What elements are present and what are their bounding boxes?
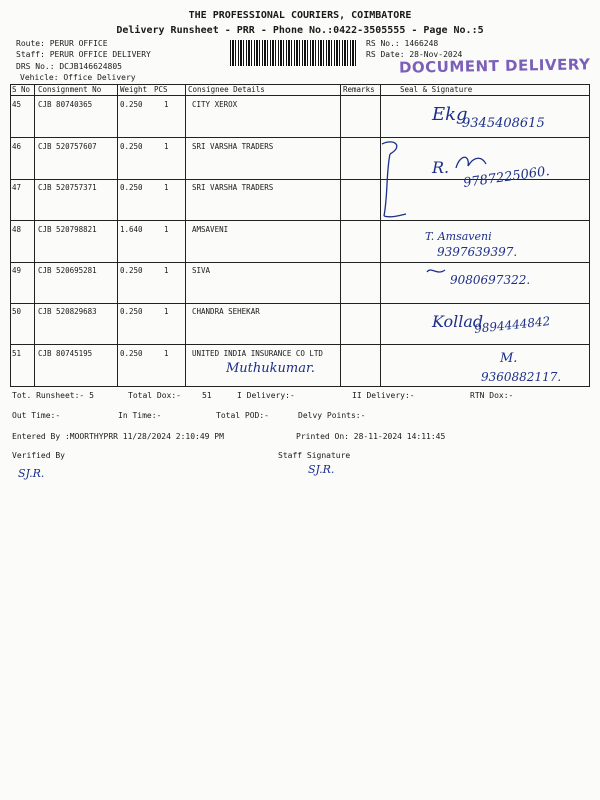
row-47-pcs: 1: [164, 183, 169, 192]
staff-signature: SJ.R.: [308, 463, 335, 476]
phone-row-47: 9787225060.: [462, 164, 551, 191]
total-pod: Total POD:-: [216, 411, 269, 420]
row-45-sno: 45: [12, 100, 22, 109]
phone-row-48: 9397639397.: [437, 245, 518, 259]
row-47-weight: 0.250: [120, 183, 143, 192]
rs-number: RS No.: 1466248: [366, 39, 439, 48]
row-divider: [10, 220, 590, 221]
row-46-sno: 46: [12, 142, 22, 151]
row-45-weight: 0.250: [120, 100, 143, 109]
col-consignment: Consignment No: [38, 85, 102, 94]
row-48-consignment: CJB 520798821: [38, 225, 97, 234]
runsheet-subtitle: Delivery Runsheet - PRR - Phone No.:0422-3505555 - Page No.:5: [116, 25, 484, 36]
row-47-consignee: SRI VARSHA TRADERS: [192, 183, 274, 192]
printed-on: Printed On: 28-11-2024 14:11:45: [296, 432, 446, 441]
row-divider: [10, 303, 590, 304]
row-49-consignee: SIVA: [192, 266, 211, 275]
ii-delivery: II Delivery:-: [352, 391, 415, 400]
row-divider: [10, 262, 590, 263]
row-47-consignment: CJB 520757371: [38, 183, 97, 192]
phone-row-50: 9894444842: [473, 314, 551, 336]
row-50-consignee: CHANDRA SEHEKAR: [192, 307, 260, 316]
verified-by-label: Verified By: [12, 451, 65, 460]
row-49-weight: 0.250: [120, 266, 143, 275]
total-dox-label: Total Dox:-: [128, 391, 181, 400]
phone-row-45: 9345408615: [462, 116, 545, 131]
col-seal-signature: Seal & Signature: [400, 85, 473, 94]
signature-row-45: Ekg: [432, 104, 468, 125]
company-title: THE PROFESSIONAL COURIERS, COIMBATORE: [188, 10, 412, 21]
entered-by: Entered By :MOORTHYPRR 11/28/2024 2:10:49 PM: [12, 432, 224, 441]
signature-row-50: Kollad: [432, 312, 484, 331]
rtn-dox: RTN Dox:-: [470, 391, 514, 400]
out-time: Out Time:-: [12, 411, 61, 420]
initial-row-51: M.: [500, 351, 518, 366]
signature-row-51: Muthukumar.: [226, 361, 315, 376]
row-48-pcs: 1: [164, 225, 169, 234]
row-48-weight: 1.640: [120, 225, 143, 234]
col-consignee: Consignee Details: [188, 85, 265, 94]
in-time: In Time:-: [118, 411, 162, 420]
row-48-sno: 48: [12, 225, 22, 234]
row-50-consignment: CJB 520829683: [38, 307, 97, 316]
row-47-sno: 47: [12, 183, 22, 192]
row-divider: [10, 137, 590, 138]
row-45-pcs: 1: [164, 100, 169, 109]
scribble-row-49: [425, 266, 447, 278]
name-row-48: T. Amsaveni: [425, 230, 492, 243]
row-49-sno: 49: [12, 266, 22, 275]
row-49-consignment: CJB 520695281: [38, 266, 97, 275]
row-46-pcs: 1: [164, 142, 169, 151]
col-remarks: Remarks: [343, 85, 375, 94]
i-delivery: I Delivery:-: [237, 391, 295, 400]
phone-row-49: 9080697322.: [450, 273, 531, 287]
bracket-scribble: [376, 134, 416, 224]
row-45-consignment: CJB 80740365: [38, 100, 93, 109]
vehicle-label: Vehicle: Office Delivery: [20, 73, 136, 82]
row-divider: [10, 344, 590, 345]
staff-label: Staff: PERUR OFFICE DELIVERY: [16, 50, 151, 59]
col-pcs: PCS: [154, 85, 168, 94]
rs-date: RS Date: 28-Nov-2024: [366, 50, 463, 59]
row-51-weight: 0.250: [120, 349, 143, 358]
row-48-consignee: AMSAVENI: [192, 225, 229, 234]
row-49-pcs: 1: [164, 266, 169, 275]
barcode: [230, 40, 358, 66]
row-46-consignment: CJB 520757607: [38, 142, 97, 151]
route-label: Route: PERUR OFFICE: [16, 39, 108, 48]
col-weight: Weight: [120, 85, 148, 94]
col-sno: S No: [12, 85, 31, 94]
row-45-consignee: CITY XEROX: [192, 100, 238, 109]
row-46-consignee: SRI VARSHA TRADERS: [192, 142, 274, 151]
delvy-points: Delvy Points:-: [298, 411, 366, 420]
phone-row-51: 9360882117.: [481, 370, 562, 384]
tot-runsheet: Tot. Runsheet:- 5: [12, 391, 94, 400]
row-50-weight: 0.250: [120, 307, 143, 316]
total-dox-value: 51: [202, 391, 212, 400]
row-51-pcs: 1: [164, 349, 169, 358]
drs-number: DRS No.: DCJB146624805: [16, 62, 122, 71]
verified-signature: SJ.R.: [18, 467, 45, 480]
row-51-sno: 51: [12, 349, 22, 358]
row-51-consignment: CJB 80745195: [38, 349, 93, 358]
row-50-pcs: 1: [164, 307, 169, 316]
staff-signature-label: Staff Signature: [278, 451, 351, 460]
signature-row-46: R.: [432, 158, 450, 177]
document-delivery-stamp: DOCUMENT DELIVERY: [398, 55, 591, 77]
row-46-weight: 0.250: [120, 142, 143, 151]
row-51-consignee: UNITED INDIA INSURANCE CO LTD: [192, 349, 323, 358]
row-50-sno: 50: [12, 307, 22, 316]
